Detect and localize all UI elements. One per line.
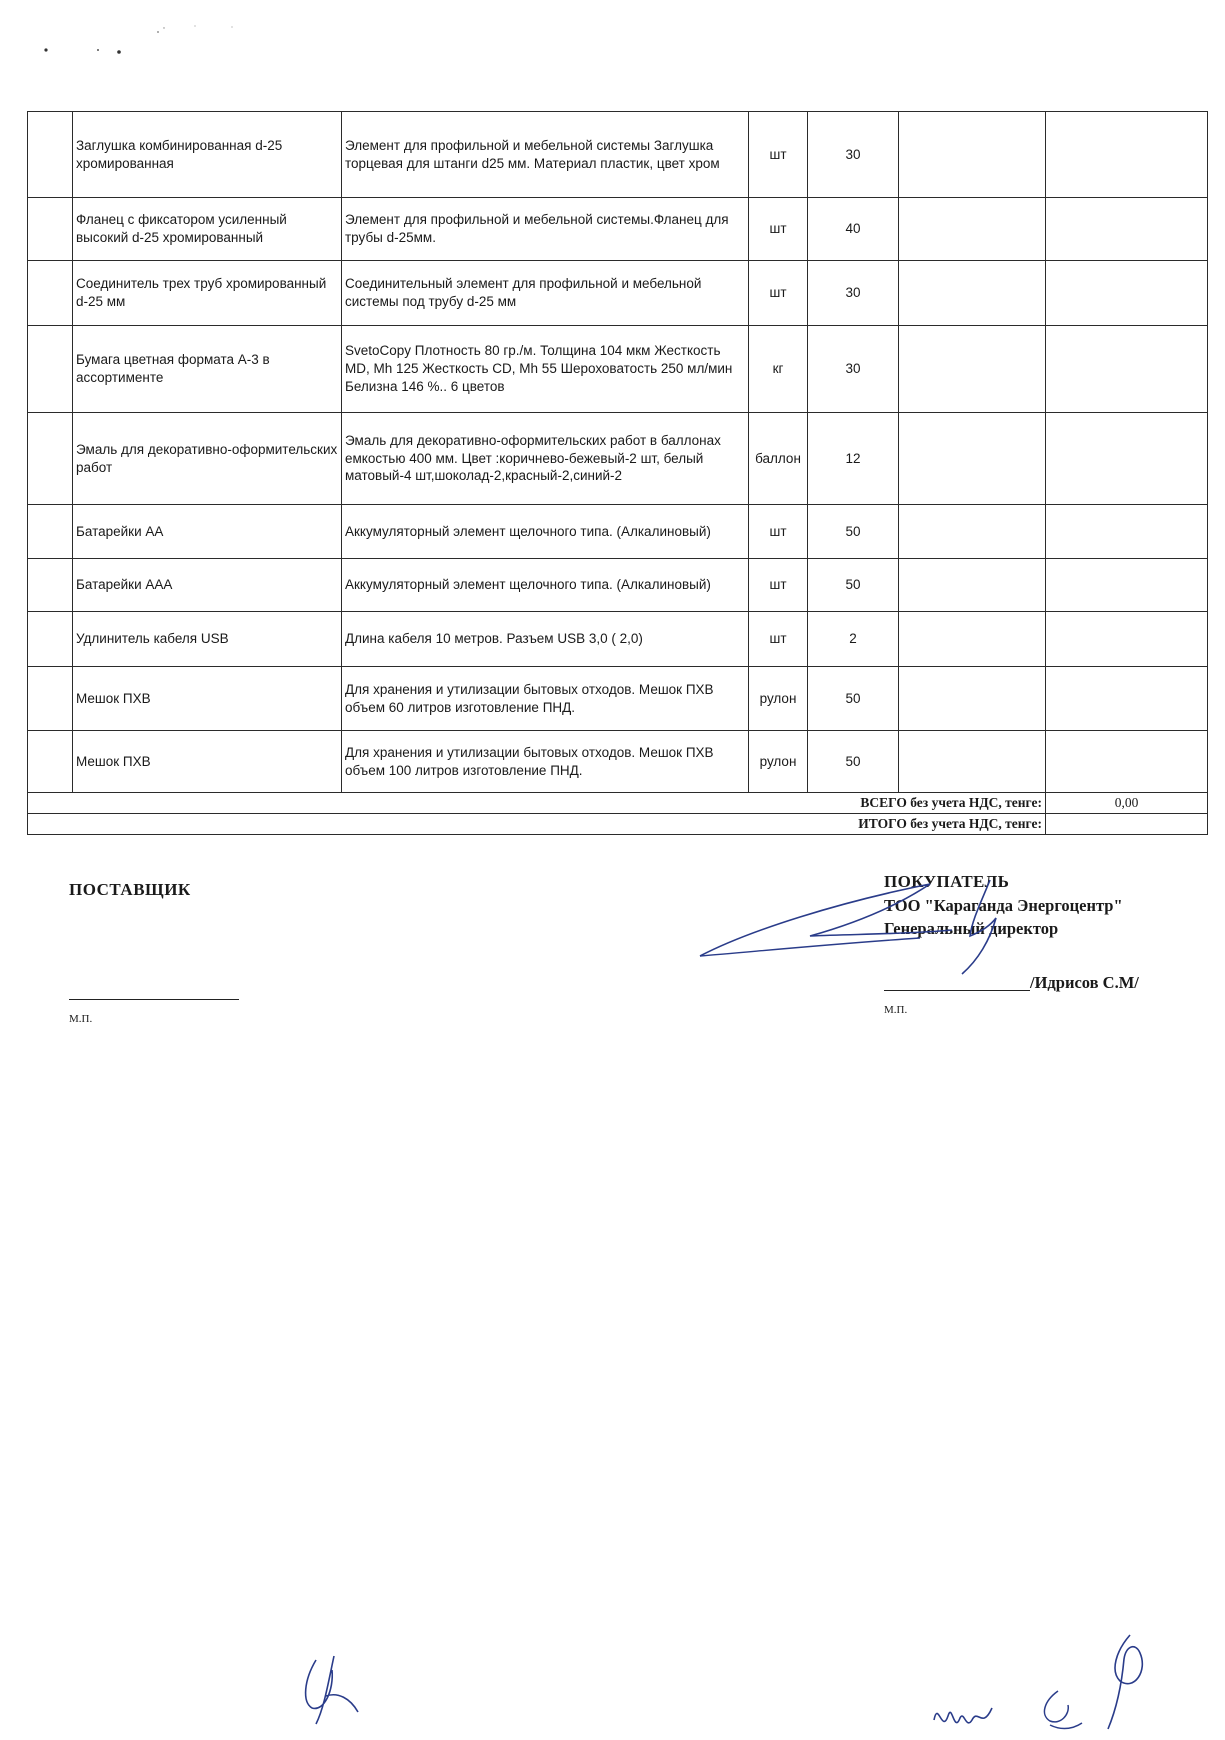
- total-row-value: 0,00: [1046, 793, 1208, 814]
- item-description-cell: Элемент для профильной и мебельной системы Заглушка торцевая для штанги d25 мм. Материал пластик, цвет хром: [342, 112, 749, 198]
- item-description-cell: SvetoCopy Плотность 80 гр./м. Толщина 104 мкм Жесткость MD, Mh 125 Жесткость CD, Mh 55 Шероховатость 250 мл/мин Белизна 146 %.. 6 цветов: [342, 326, 749, 413]
- scan-specks: [40, 20, 300, 60]
- quantity-cell: 30: [808, 326, 899, 413]
- initials-left: [298, 1650, 368, 1730]
- table-row: [28, 198, 1208, 261]
- table-row: [28, 413, 1208, 505]
- row-number-cell: [28, 112, 73, 198]
- amount-cell: [1046, 112, 1208, 198]
- table-row: [28, 112, 1208, 198]
- unit-cell: рулон: [749, 731, 808, 793]
- unit-cell: шт: [749, 612, 808, 667]
- unit-cell: баллон: [749, 413, 808, 505]
- item-name-cell: Мешок ПХВ: [73, 731, 342, 793]
- grand-total-row-value: [1046, 814, 1208, 835]
- row-number-cell: [28, 559, 73, 612]
- quantity-cell: 50: [808, 505, 899, 559]
- buyer-stamp-label: М.П.: [884, 1004, 908, 1016]
- item-name-cell: Батарейки АА: [73, 505, 342, 559]
- row-number-cell: [28, 261, 73, 326]
- item-description-cell: Соединительный элемент для профильной и мебельной системы под трубу d-25 мм: [342, 261, 749, 326]
- row-number-cell: [28, 731, 73, 793]
- item-name-cell: Заглушка комбинированная d-25 хромированная: [73, 112, 342, 198]
- amount-cell: [1046, 612, 1208, 667]
- item-name-cell: Мешок ПХВ: [73, 667, 342, 731]
- item-name-cell: Фланец с фиксатором усиленный высокий d-25 хромированный: [73, 198, 342, 261]
- table-row: [28, 667, 1208, 731]
- amount-cell: [1046, 198, 1208, 261]
- amount-cell: [1046, 326, 1208, 413]
- row-number-cell: [28, 413, 73, 505]
- amount-cell: [1046, 731, 1208, 793]
- unit-cell: шт: [749, 112, 808, 198]
- amount-cell: [1046, 261, 1208, 326]
- grand-total-row: [28, 814, 1208, 835]
- item-description-cell: Длина кабеля 10 метров. Разъем USB 3,0 ( 2,0): [342, 612, 749, 667]
- item-description-cell: Аккумуляторный элемент щелочного типа. (Алкалиновый): [342, 559, 749, 612]
- quantity-cell: 12: [808, 413, 899, 505]
- supplier-title: ПОСТАВЩИК: [69, 880, 191, 899]
- initials-right-1: [930, 1690, 1010, 1740]
- table-row: [28, 612, 1208, 667]
- total-row: [28, 793, 1208, 814]
- price-cell: [899, 261, 1046, 326]
- table-row: [28, 505, 1208, 559]
- table-row: [28, 559, 1208, 612]
- item-name-cell: Бумага цветная формата А-3 в ассортименте: [73, 326, 342, 413]
- price-cell: [899, 505, 1046, 559]
- quantity-cell: 50: [808, 667, 899, 731]
- item-description-cell: Элемент для профильной и мебельной системы.Фланец для трубы d-25мм.: [342, 198, 749, 261]
- row-number-cell: [28, 198, 73, 261]
- specification-table: [27, 111, 1208, 835]
- initials-right-3: [1090, 1625, 1160, 1735]
- item-name-cell: Удлинитель кабеля USB: [73, 612, 342, 667]
- row-number-cell: [28, 505, 73, 559]
- amount-cell: [1046, 413, 1208, 505]
- item-description-cell: Эмаль для декоративно-оформительских работ в баллонах емкостью 400 мм. Цвет :коричнево-бежевый-2 шт, белый матовый-4 шт,шоколад-2,красный-2,синий-2: [342, 413, 749, 505]
- total-row-label: ВСЕГО без учета НДС, тенге:: [28, 793, 1046, 814]
- item-name-cell: Соединитель трех труб хромированный d-25 мм: [73, 261, 342, 326]
- item-name-cell: Батарейки ААА: [73, 559, 342, 612]
- supplier-signature-line: [69, 999, 239, 1000]
- buyer-signature-line: [884, 990, 1030, 991]
- price-cell: [899, 667, 1046, 731]
- amount-cell: [1046, 559, 1208, 612]
- price-cell: [899, 198, 1046, 261]
- buyer-signatory-name: /Идрисов С.М/: [1030, 973, 1139, 992]
- price-cell: [899, 326, 1046, 413]
- grand-total-row-label: ИТОГО без учета НДС, тенге:: [28, 814, 1046, 835]
- item-description-cell: Аккумуляторный элемент щелочного типа. (Алкалиновый): [342, 505, 749, 559]
- row-number-cell: [28, 612, 73, 667]
- supplier-stamp-label: М.П.: [69, 1013, 93, 1025]
- row-number-cell: [28, 667, 73, 731]
- table-row: [28, 326, 1208, 413]
- table-row: [28, 261, 1208, 326]
- quantity-cell: 30: [808, 112, 899, 198]
- amount-cell: [1046, 505, 1208, 559]
- quantity-cell: 40: [808, 198, 899, 261]
- price-cell: [899, 612, 1046, 667]
- unit-cell: кг: [749, 326, 808, 413]
- initials-right-2: [1030, 1685, 1090, 1740]
- row-number-cell: [28, 326, 73, 413]
- table-row: [28, 731, 1208, 793]
- unit-cell: шт: [749, 559, 808, 612]
- quantity-cell: 30: [808, 261, 899, 326]
- unit-cell: шт: [749, 505, 808, 559]
- price-cell: [899, 413, 1046, 505]
- item-name-cell: Эмаль для декоративно-оформительских работ: [73, 413, 342, 505]
- buyer-title: ПОКУПАТЕЛЬ: [884, 872, 1010, 891]
- price-cell: [899, 731, 1046, 793]
- price-cell: [899, 559, 1046, 612]
- quantity-cell: 50: [808, 559, 899, 612]
- amount-cell: [1046, 667, 1208, 731]
- quantity-cell: 50: [808, 731, 899, 793]
- item-description-cell: Для хранения и утилизации бытовых отходов. Мешок ПХВ объем 60 литров изготовление ПНД.: [342, 667, 749, 731]
- unit-cell: шт: [749, 261, 808, 326]
- quantity-cell: 2: [808, 612, 899, 667]
- unit-cell: шт: [749, 198, 808, 261]
- buyer-role: Генеральный директор: [884, 919, 1059, 938]
- buyer-organization: ТОО "Караганда Энергоцентр": [884, 896, 1123, 915]
- price-cell: [899, 112, 1046, 198]
- item-description-cell: Для хранения и утилизации бытовых отходов. Мешок ПХВ объем 100 литров изготовление ПНД.: [342, 731, 749, 793]
- unit-cell: рулон: [749, 667, 808, 731]
